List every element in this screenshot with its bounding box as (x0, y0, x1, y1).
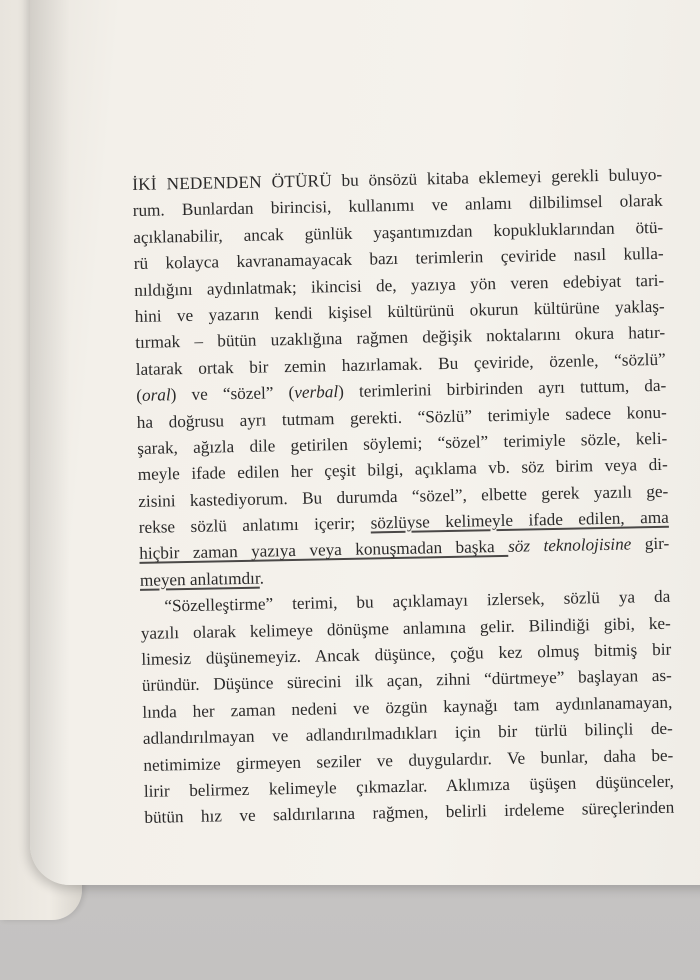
text-line: ha doğrusu ayrı tutmam gerekti. “Sözlü” terimiyle sadece konu- (136, 402, 667, 432)
text-line: şarak, ağızla dile getirilen söylemi; “sözel” terimiyle sözle, keli- (137, 428, 668, 458)
text-line: lında her zaman nedeni ve özgün kaynağı tam aydınlanamayan, (142, 692, 673, 722)
text-line: nıldığını aydınlatmak; ikincisi de, yazıya yön veren edebiyat tari- (134, 270, 665, 300)
text-line: meyen anlatımdır. (139, 568, 265, 590)
text-line: İKİ NEDENDEN ÖTÜRÜ bu önsözü kitaba eklemeyi gerekli buluyo- (132, 164, 663, 194)
text-line: yazılı olarak kelimeye dönüşme anlamına gelir. Bilindiği gibi, ke- (140, 613, 671, 643)
handwritten-underline: sözlüyse kelimeyle ifade edilen, ama (370, 507, 669, 533)
text-line: lirir belirmez kelimeyle çıkmazlar. Aklımıza üşüşen düşünceler, (143, 771, 674, 801)
text-line: üründür. Düşünce sürecini ilk açan, zihni “dürtmeye” başlayan as- (141, 666, 672, 696)
text-line: meyle ifade edilen her çeşit bilgi, açıklama vb. söz birim veya di- (137, 455, 668, 485)
handwritten-underline: meyen anlatımdır (139, 568, 260, 590)
text-line: rum. Bunlardan birincisi, kullanımı ve anlamı dilbilimsel olarak (132, 191, 663, 221)
italic-term-soz-teknolojisi: söz teknolojisine (507, 534, 632, 557)
text-line: hini ve yazarın kendi kişisel kültürünü okurun kültürüne yaklaş- (134, 296, 665, 326)
text-line: zisini kastediyorum. Bu durumda “sözel”, elbette gerek yazılı ge- (138, 481, 669, 511)
italic-term-oral: oral (141, 385, 171, 405)
text-line: rekse sözlü anlatımı içerir; sözlüyse kelimeyle ifade edilen, ama (138, 507, 669, 538)
text-line: rü kolayca kavranamayacak bazı terimlerin çeviride nasıl kulla- (133, 243, 664, 274)
text-line: adlandırılmayan ve adlandırılmadıkları için bir türlü bilinçli de- (142, 718, 673, 749)
text-line: bütün hız ve saldırılarına rağmen, belirli irdeleme süreçlerinden (144, 798, 675, 828)
handwritten-underline: hiçbir zaman yazıya veya konuşmadan başka (139, 537, 509, 564)
opening-small-caps: İKİ NEDENDEN ÖTÜRÜ (132, 171, 333, 194)
text-line: tırmak – bütün uzaklığına rağmen değişik noktalarını okura hatır- (135, 323, 666, 353)
text-line: netimimize girmeyen seziler ve duygulardır. Ve bunlar, daha be- (143, 745, 674, 775)
text-line: limesiz düşünemeyiz. Ancak düşünce, çoğu kez olmuş bitmiş bir (141, 639, 672, 669)
page-text (132, 162, 675, 832)
text-line: açıklanabilir, ancak günlük yaşantımızdan kopukluklarından ötü- (133, 217, 664, 247)
italic-term-verbal: verbal (294, 382, 339, 403)
text-line: “Sözelleştirme” terimi, bu açıklamayı izlersek, sözlü ya da (164, 586, 671, 616)
text-line: latarak ortak bir zemin hazırlamak. Bu çeviride, özenle, “sözlü” (135, 349, 666, 379)
text-line: (oral) ve “sözel” (verbal) terimlerini birbirinden ayrı tuttum, da- (136, 375, 667, 406)
text-line: hiçbir zaman yazıya veya konuşmadan başka söz teknolojisine gir- (139, 534, 670, 564)
